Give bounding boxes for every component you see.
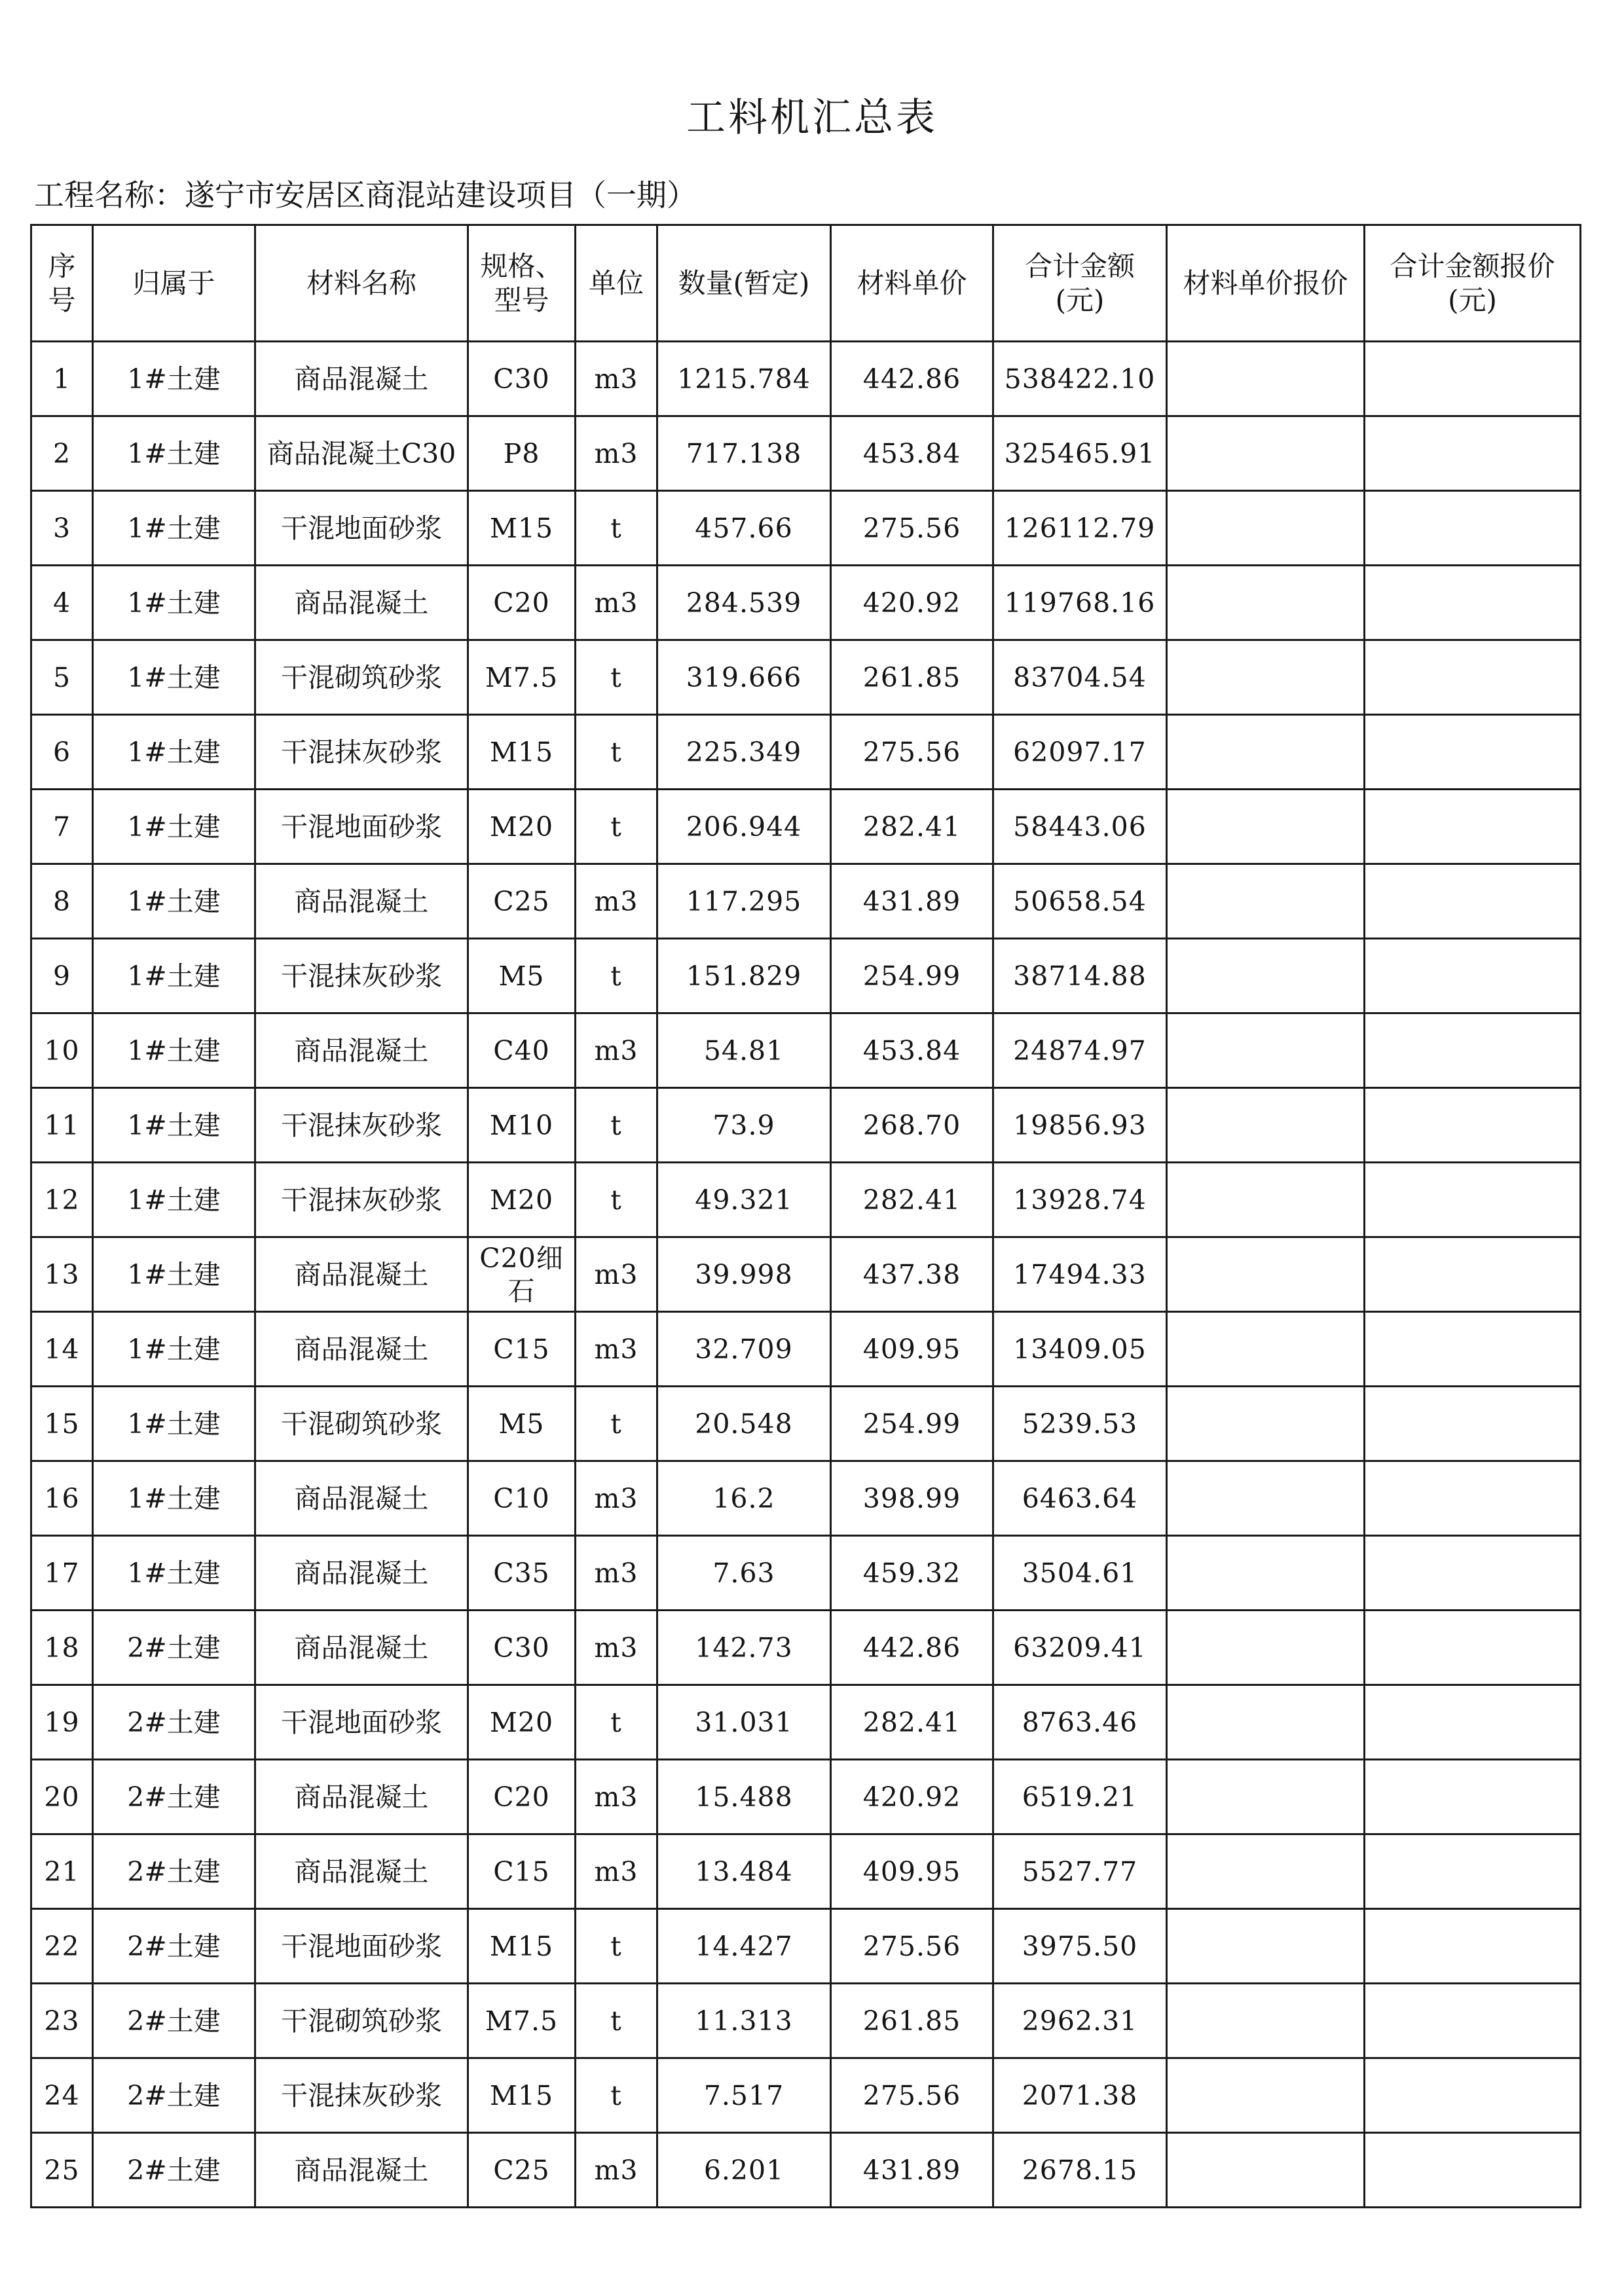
table-row [31,864,1581,939]
table-header-row [31,225,1581,342]
cell-quote-total-amount [1365,1611,1581,1685]
cell-spec: M5 [468,1387,576,1461]
cell-unit-price: 442.86 [831,342,993,416]
cell-quote-total-amount [1365,1685,1581,1760]
cell-material: 商品混凝土 [255,864,468,939]
cell-owner: 1#土建 [93,416,255,491]
cell-owner: 1#土建 [93,1387,255,1461]
cell-seq: 1 [31,342,93,416]
cell-unit-price: 442.86 [831,1611,993,1685]
cell-quote-total-amount [1365,1013,1581,1088]
cell-quote-unit-price [1167,1536,1365,1611]
cell-spec: M20 [468,1163,576,1237]
cell-unit: t [576,1163,657,1237]
cell-unit: t [576,2058,657,2133]
table-row [31,1013,1581,1088]
cell-material: 干混地面砂浆 [255,1685,468,1760]
table-row [31,939,1581,1013]
cell-spec: M15 [468,2058,576,2133]
cell-quantity: 16.2 [657,1461,831,1536]
cell-unit-price: 409.95 [831,1312,993,1387]
cell-unit: m3 [576,416,657,491]
cell-unit-price: 453.84 [831,1013,993,1088]
cell-total-amount: 2071.38 [993,2058,1167,2133]
cell-unit-price: 275.56 [831,1909,993,1984]
cell-owner: 1#土建 [93,566,255,640]
cell-owner: 1#土建 [93,1013,255,1088]
table-row [31,566,1581,640]
cell-spec: C15 [468,1312,576,1387]
cell-unit-price: 282.41 [831,1163,993,1237]
table-row [31,1163,1581,1237]
cell-material: 商品混凝土 [255,566,468,640]
table-row [31,1312,1581,1387]
cell-owner: 2#土建 [93,1685,255,1760]
cell-owner: 1#土建 [93,1536,255,1611]
cell-material: 商品混凝土 [255,1312,468,1387]
cell-material: 干混抹灰砂浆 [255,1088,468,1163]
cell-material: 干混砌筑砂浆 [255,1984,468,2058]
table-row [31,640,1581,715]
cell-quantity: 225.349 [657,715,831,790]
cell-quantity: 11.313 [657,1984,831,2058]
cell-unit: m3 [576,342,657,416]
cell-spec: M20 [468,1685,576,1760]
page-title: 工料机汇总表 [686,95,938,141]
cell-material: 干混地面砂浆 [255,491,468,566]
cell-total-amount: 3975.50 [993,1909,1167,1984]
cell-quantity: 151.829 [657,939,831,1013]
cell-unit-price: 420.92 [831,566,993,640]
cell-quote-total-amount [1365,566,1581,640]
cell-owner: 2#土建 [93,1984,255,2058]
cell-material: 干混砌筑砂浆 [255,640,468,715]
cell-quote-unit-price [1167,1984,1365,2058]
cell-total-amount: 24874.97 [993,1013,1167,1088]
cell-total-amount: 58443.06 [993,790,1167,864]
cell-quote-total-amount [1365,342,1581,416]
cell-quote-unit-price [1167,790,1365,864]
cell-spec: C25 [468,2133,576,2208]
cell-unit: t [576,715,657,790]
table-row [31,790,1581,864]
cell-seq: 15 [31,1387,93,1461]
cell-material: 商品混凝土 [255,1013,468,1088]
cell-spec: C15 [468,1834,576,1909]
cell-unit: m3 [576,566,657,640]
cell-quote-total-amount [1365,1984,1581,2058]
cell-unit-price: 282.41 [831,790,993,864]
cell-material: 干混抹灰砂浆 [255,2058,468,2133]
cell-unit-price: 437.38 [831,1237,993,1312]
cell-quote-total-amount [1365,1461,1581,1536]
cell-material: 干混抹灰砂浆 [255,1163,468,1237]
cell-seq: 12 [31,1163,93,1237]
cell-seq: 25 [31,2133,93,2208]
cell-quote-unit-price [1167,1237,1365,1312]
cell-owner: 1#土建 [93,1312,255,1387]
cell-spec: C20细石 [468,1237,576,1312]
cell-material: 干混地面砂浆 [255,1909,468,1984]
cell-unit: t [576,640,657,715]
cell-quantity: 39.998 [657,1237,831,1312]
cell-total-amount: 6519.21 [993,1760,1167,1834]
cell-unit-price: 254.99 [831,1387,993,1461]
cell-quantity: 6.201 [657,2133,831,2208]
material-summary-table [30,224,1581,2208]
cell-unit-price: 431.89 [831,864,993,939]
cell-quote-total-amount [1365,715,1581,790]
cell-total-amount: 126112.79 [993,491,1167,566]
cell-total-amount: 325465.91 [993,416,1167,491]
cell-quote-unit-price [1167,2133,1365,2208]
cell-owner: 1#土建 [93,1163,255,1237]
cell-material: 商品混凝土 [255,1536,468,1611]
cell-quantity: 284.539 [657,566,831,640]
cell-total-amount: 13928.74 [993,1163,1167,1237]
cell-total-amount: 17494.33 [993,1237,1167,1312]
cell-quote-total-amount [1365,2058,1581,2133]
cell-spec: P8 [468,416,576,491]
cell-seq: 18 [31,1611,93,1685]
cell-unit: t [576,1685,657,1760]
cell-quantity: 206.944 [657,790,831,864]
cell-unit: t [576,1387,657,1461]
cell-seq: 22 [31,1909,93,1984]
cell-seq: 11 [31,1088,93,1163]
cell-owner: 1#土建 [93,491,255,566]
cell-owner: 1#土建 [93,342,255,416]
cell-quote-total-amount [1365,416,1581,491]
cell-unit-price: 254.99 [831,939,993,1013]
cell-quote-unit-price [1167,1611,1365,1685]
cell-quote-total-amount [1365,1163,1581,1237]
cell-owner: 2#土建 [93,1760,255,1834]
cell-quantity: 7.63 [657,1536,831,1611]
header-material: 材料名称 [255,225,468,342]
cell-total-amount: 2678.15 [993,2133,1167,2208]
header-spec: 规格、型号 [468,225,576,342]
cell-quote-unit-price [1167,1834,1365,1909]
cell-material: 商品混凝土 [255,342,468,416]
cell-seq: 6 [31,715,93,790]
cell-total-amount: 2962.31 [993,1984,1167,2058]
cell-unit-price: 275.56 [831,715,993,790]
cell-seq: 13 [31,1237,93,1312]
header-price: 材料单价 [831,225,993,342]
table-row [31,1611,1581,1685]
cell-unit-price: 275.56 [831,491,993,566]
cell-total-amount: 13409.05 [993,1312,1167,1387]
cell-seq: 7 [31,790,93,864]
cell-total-amount: 38714.88 [993,939,1167,1013]
cell-seq: 17 [31,1536,93,1611]
table-row [31,1237,1581,1312]
cell-owner: 2#土建 [93,1834,255,1909]
cell-quote-unit-price [1167,566,1365,640]
cell-quantity: 319.666 [657,640,831,715]
cell-material: 干混抹灰砂浆 [255,939,468,1013]
cell-unit-price: 275.56 [831,2058,993,2133]
cell-spec: C25 [468,864,576,939]
cell-quantity: 31.031 [657,1685,831,1760]
cell-quote-unit-price [1167,1312,1365,1387]
header-quote-total: 合计金额报价(元) [1365,225,1581,342]
table-row [31,491,1581,566]
cell-quote-total-amount [1365,1760,1581,1834]
table-row [31,1461,1581,1536]
cell-total-amount: 19856.93 [993,1088,1167,1163]
cell-quantity: 49.321 [657,1163,831,1237]
table-row [31,1387,1581,1461]
cell-quote-unit-price [1167,342,1365,416]
table-row [31,1536,1581,1611]
project-name: 工程名称：遂宁市安居区商混站建设项目（一期） [34,177,697,213]
header-owner: 归属于 [93,225,255,342]
cell-quote-total-amount [1365,1387,1581,1461]
cell-seq: 23 [31,1984,93,2058]
cell-quote-total-amount [1365,864,1581,939]
cell-owner: 1#土建 [93,790,255,864]
table-row [31,1834,1581,1909]
cell-quote-total-amount [1365,1088,1581,1163]
cell-spec: C20 [468,1760,576,1834]
cell-quantity: 13.484 [657,1834,831,1909]
table-row [31,342,1581,416]
cell-unit: m3 [576,2133,657,2208]
cell-seq: 24 [31,2058,93,2133]
cell-quote-unit-price [1167,1909,1365,1984]
cell-owner: 1#土建 [93,1088,255,1163]
cell-seq: 16 [31,1461,93,1536]
cell-unit: t [576,1909,657,1984]
cell-owner: 1#土建 [93,1461,255,1536]
cell-total-amount: 50658.54 [993,864,1167,939]
cell-owner: 2#土建 [93,2133,255,2208]
cell-unit-price: 459.32 [831,1536,993,1611]
cell-spec: C40 [468,1013,576,1088]
cell-unit: m3 [576,1461,657,1536]
table-row [31,1685,1581,1760]
header-unit: 单位 [576,225,657,342]
cell-quote-total-amount [1365,491,1581,566]
cell-owner: 1#土建 [93,864,255,939]
cell-seq: 5 [31,640,93,715]
cell-seq: 14 [31,1312,93,1387]
header-total: 合计金额(元) [993,225,1167,342]
cell-spec: M7.5 [468,640,576,715]
cell-total-amount: 5239.53 [993,1387,1167,1461]
cell-unit-price: 282.41 [831,1685,993,1760]
cell-material: 干混砌筑砂浆 [255,1387,468,1461]
cell-quote-unit-price [1167,939,1365,1013]
cell-quantity: 14.427 [657,1909,831,1984]
cell-total-amount: 6463.64 [993,1461,1167,1536]
header-seq: 序号 [31,225,93,342]
table-row [31,2133,1581,2208]
cell-total-amount: 83704.54 [993,640,1167,715]
cell-quantity: 54.81 [657,1013,831,1088]
cell-quantity: 32.709 [657,1312,831,1387]
cell-spec: C35 [468,1536,576,1611]
cell-unit-price: 409.95 [831,1834,993,1909]
cell-quote-unit-price [1167,1387,1365,1461]
cell-quantity: 15.488 [657,1760,831,1834]
cell-quote-total-amount [1365,939,1581,1013]
cell-spec: C20 [468,566,576,640]
cell-seq: 3 [31,491,93,566]
cell-spec: M10 [468,1088,576,1163]
cell-quote-total-amount [1365,1312,1581,1387]
cell-owner: 2#土建 [93,1611,255,1685]
cell-owner: 1#土建 [93,939,255,1013]
cell-seq: 10 [31,1013,93,1088]
cell-quote-unit-price [1167,416,1365,491]
cell-unit: m3 [576,1536,657,1611]
cell-owner: 2#土建 [93,1909,255,1984]
cell-seq: 8 [31,864,93,939]
cell-material: 商品混凝土 [255,1611,468,1685]
cell-quote-unit-price [1167,1685,1365,1760]
cell-unit: m3 [576,1013,657,1088]
cell-unit-price: 420.92 [831,1760,993,1834]
cell-owner: 1#土建 [93,1237,255,1312]
cell-spec: M15 [468,715,576,790]
cell-unit: m3 [576,1760,657,1834]
table-row [31,715,1581,790]
cell-quantity: 20.548 [657,1387,831,1461]
cell-quantity: 7.517 [657,2058,831,2133]
cell-material: 商品混凝土 [255,1760,468,1834]
cell-quote-unit-price [1167,715,1365,790]
header-quote-price: 材料单价报价 [1167,225,1365,342]
cell-unit: m3 [576,1611,657,1685]
cell-material: 商品混凝土 [255,1834,468,1909]
cell-quote-unit-price [1167,1461,1365,1536]
cell-quote-total-amount [1365,1237,1581,1312]
cell-owner: 2#土建 [93,2058,255,2133]
cell-unit-price: 261.85 [831,640,993,715]
cell-spec: M15 [468,491,576,566]
cell-quantity: 142.73 [657,1611,831,1685]
cell-spec: M5 [468,939,576,1013]
cell-seq: 21 [31,1834,93,1909]
cell-quote-unit-price [1167,864,1365,939]
cell-total-amount: 8763.46 [993,1685,1167,1760]
cell-seq: 2 [31,416,93,491]
cell-total-amount: 538422.10 [993,342,1167,416]
table-row [31,1909,1581,1984]
cell-quote-unit-price [1167,1760,1365,1834]
cell-unit: m3 [576,864,657,939]
cell-material: 商品混凝土 [255,2133,468,2208]
cell-unit: t [576,939,657,1013]
cell-unit-price: 268.70 [831,1088,993,1163]
cell-unit: m3 [576,1237,657,1312]
cell-total-amount: 62097.17 [993,715,1167,790]
table-row [31,1760,1581,1834]
cell-unit: m3 [576,1834,657,1909]
cell-quote-total-amount [1365,790,1581,864]
cell-unit-price: 431.89 [831,2133,993,2208]
cell-material: 干混抹灰砂浆 [255,715,468,790]
cell-unit: t [576,790,657,864]
cell-unit: m3 [576,1312,657,1387]
cell-total-amount: 119768.16 [993,566,1167,640]
cell-quote-total-amount [1365,640,1581,715]
cell-material: 商品混凝土C30 [255,416,468,491]
cell-quote-total-amount [1365,1834,1581,1909]
cell-quantity: 1215.784 [657,342,831,416]
cell-spec: C30 [468,1611,576,1685]
table-row [31,416,1581,491]
table-row [31,2058,1581,2133]
cell-seq: 4 [31,566,93,640]
cell-unit-price: 398.99 [831,1461,993,1536]
cell-quote-unit-price [1167,1088,1365,1163]
cell-spec: C30 [468,342,576,416]
table-row [31,1088,1581,1163]
header-qty: 数量(暂定) [657,225,831,342]
cell-quantity: 73.9 [657,1088,831,1163]
cell-quote-total-amount [1365,1909,1581,1984]
cell-spec: M7.5 [468,1984,576,2058]
cell-unit-price: 261.85 [831,1984,993,2058]
cell-seq: 20 [31,1760,93,1834]
cell-quote-unit-price [1167,1163,1365,1237]
cell-unit: t [576,1984,657,2058]
cell-owner: 1#土建 [93,640,255,715]
cell-total-amount: 5527.77 [993,1834,1167,1909]
cell-material: 干混地面砂浆 [255,790,468,864]
cell-quote-unit-price [1167,2058,1365,2133]
cell-material: 商品混凝土 [255,1237,468,1312]
cell-total-amount: 63209.41 [993,1611,1167,1685]
cell-seq: 9 [31,939,93,1013]
cell-spec: C10 [468,1461,576,1536]
cell-spec: M15 [468,1909,576,1984]
cell-material: 商品混凝土 [255,1461,468,1536]
cell-quote-unit-price [1167,491,1365,566]
cell-quote-unit-price [1167,640,1365,715]
cell-quote-unit-price [1167,1013,1365,1088]
table-row [31,1984,1581,2058]
cell-unit: t [576,491,657,566]
cell-total-amount: 3504.61 [993,1536,1167,1611]
cell-unit-price: 453.84 [831,416,993,491]
cell-quantity: 117.295 [657,864,831,939]
cell-owner: 1#土建 [93,715,255,790]
cell-quote-total-amount [1365,2133,1581,2208]
cell-spec: M20 [468,790,576,864]
cell-unit: t [576,1088,657,1163]
cell-quantity: 457.66 [657,491,831,566]
cell-quantity: 717.138 [657,416,831,491]
cell-seq: 19 [31,1685,93,1760]
cell-quote-total-amount [1365,1536,1581,1611]
